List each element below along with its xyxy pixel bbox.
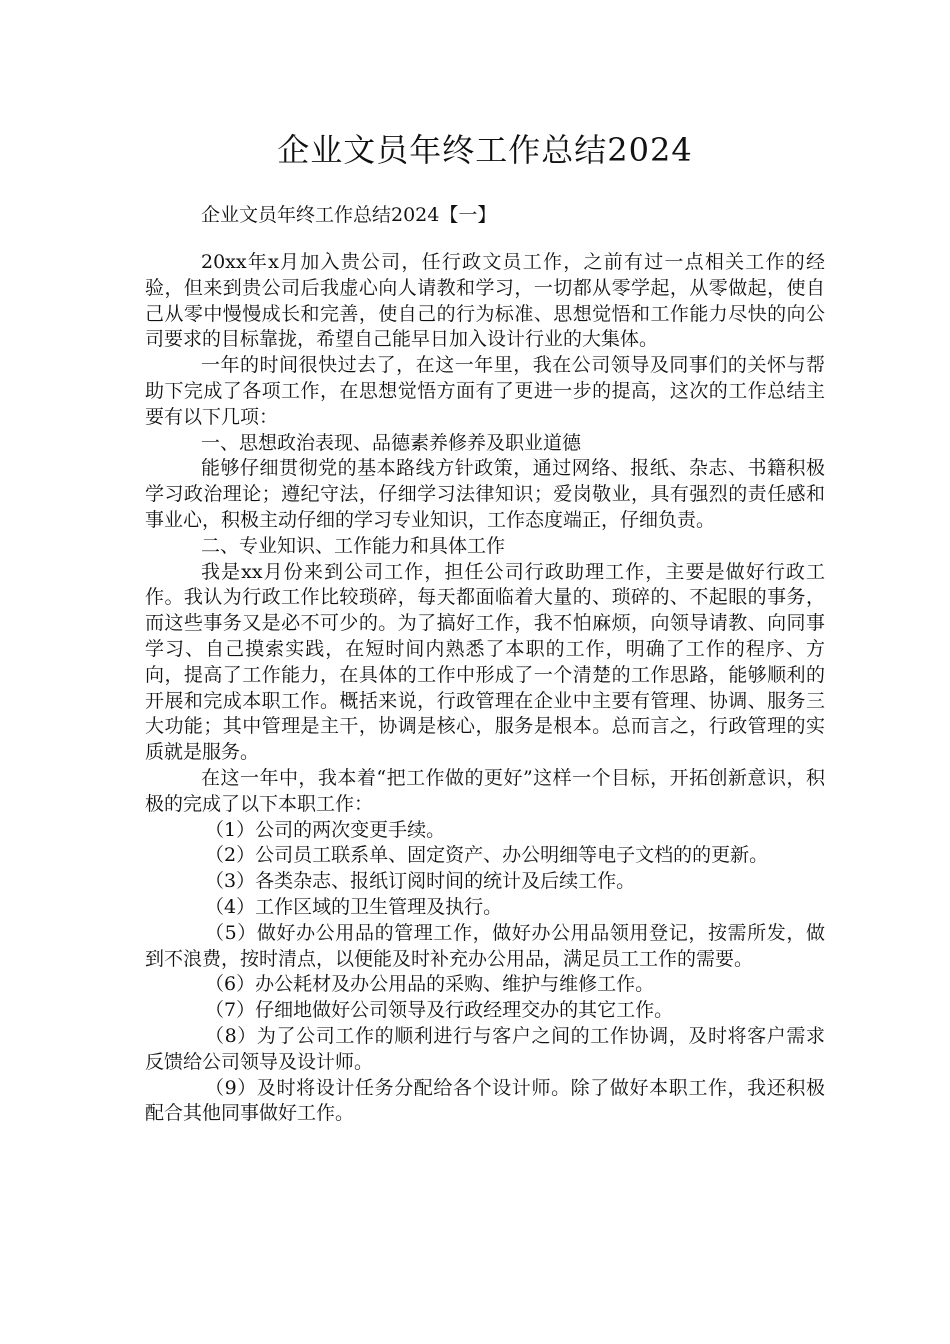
paragraph-professional: 我是xx月份来到公司工作，担任公司行政助理工作，主要是做好行政工作。我认为行政工作比较琐碎，每天都面临着大量的、琐碎的、不起眼的事务，而这些事务又是必不可少的。为了搞好工作，我不怕麻烦，向领导请教、向同事学习、自己摸索实践，在短时间内熟悉了本职的工作，明确了工作的程序、方向，提高了工作能力，在具体的工作中形成了一个清楚的工作思路，能够顺利的开展和完成本职工作。概括来说，行政管理在企业中主要有管理、协调、服务三大功能；其中管理是主干，协调是核心，服务是根本。总而言之，行政管理的实质就是服务。 bbox=[145, 560, 825, 764]
subheading-political: 一、思想政治表现、品德素养修养及职业道德 bbox=[201, 431, 582, 454]
paragraph-goal: 在这一年中，我本着“把工作做的更好”这样一个目标，开拓创新意识，积极的完成了以下本职工作： bbox=[145, 766, 825, 815]
list-item: （3）各类杂志、报纸订阅时间的统计及后续工作。 bbox=[205, 870, 636, 893]
list-item: （9）及时将设计任务分配给各个设计师。除了做好本职工作，我还积极配合其他同事做好工作。 bbox=[145, 1076, 825, 1125]
subheading-professional: 二、专业知识、工作能力和具体工作 bbox=[201, 534, 506, 557]
list-item: （6）办公耗材及办公用品的采购、维护与维修工作。 bbox=[205, 973, 655, 996]
document-body bbox=[145, 250, 825, 1127]
list-item: （8）为了公司工作的顺利进行与客户之间的工作协调，及时将客户需求反馈给公司领导及设计师。 bbox=[145, 1024, 825, 1073]
list-item: （2）公司员工联系单、固定资产、办公明细等电子文档的的更新。 bbox=[205, 844, 769, 867]
list-item: （7）仔细地做好公司领导及行政经理交办的其它工作。 bbox=[205, 999, 674, 1022]
section-heading: 企业文员年终工作总结2024【一】 bbox=[201, 204, 497, 226]
list-item: （4）工作区域的卫生管理及执行。 bbox=[205, 895, 503, 918]
document-page bbox=[145, 128, 825, 1127]
paragraph-overview: 一年的时间很快过去了，在这一年里，我在公司领导及同事们的关怀与帮助下完成了各项工作，在思想觉悟方面有了更进一步的提高，这次的工作总结主要有以下几项： bbox=[145, 354, 825, 428]
paragraph-intro: 20xx年x月加入贵公司，任行政文员工作，之前有过一点相关工作的经验，但来到贵公司后我虚心向人请教和学习，一切都从零学起，从零做起，使自己从零中慢慢成长和完善，使自己的行为标准、思想觉悟和工作能力尽快的向公司要求的目标靠拢，希望自己能早日加入设计行业的大集体。 bbox=[145, 251, 825, 351]
list-item: （5）做好办公用品的管理工作，做好办公用品领用登记，按需所发，做到不浪费，按时清点，以便能及时补充办公用品，满足员工工作的需要。 bbox=[145, 921, 825, 970]
list-item: （1）公司的两次变更手续。 bbox=[205, 818, 446, 841]
document-title: 企业文员年终工作总结2024 bbox=[277, 131, 693, 169]
paragraph-political: 能够仔细贯彻党的基本路线方针政策，通过网络、报纸、杂志、书籍积极学习政治理论；遵纪守法，仔细学习法律知识；爱岗敬业，具有强烈的责任感和事业心，积极主动仔细的学习专业知识，工作态度端正，仔细负责。 bbox=[145, 457, 825, 531]
